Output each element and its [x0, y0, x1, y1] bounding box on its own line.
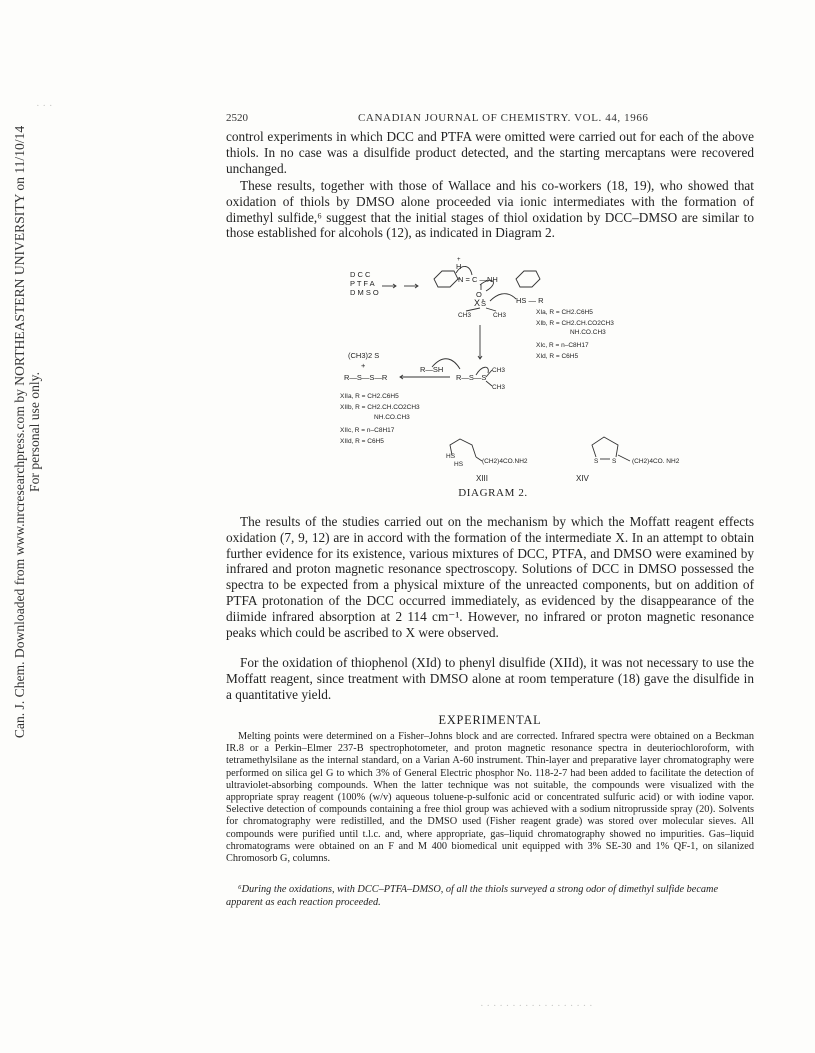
section-heading-experimental: EXPERIMENTAL	[438, 713, 542, 727]
plus-sign: +	[361, 361, 366, 370]
xiv-s1: S	[594, 458, 599, 465]
ch3-c: CH3	[492, 367, 506, 374]
dimethyl-sulfide: (CH3)2 S	[348, 351, 380, 360]
xiii-side-chain: (CH2)4CO.NH2	[482, 458, 528, 465]
download-note-line1: Can. J. Chem. Downloaded from www.nrcresearchpress.com by NORTHEASTERN UNIVERSITY on 11/10/14	[12, 125, 27, 739]
bleed-through-mark: · · · · · · · · · · · · · · · · · ·	[480, 1000, 593, 1012]
xiv-s2: S	[612, 458, 617, 465]
r-s-s-intermediate: R—S—S	[456, 373, 487, 382]
diagram-caption: DIAGRAM 2.	[458, 487, 528, 499]
reagent-dmso: D M S O	[350, 288, 379, 297]
curved-arrow-thiol	[490, 294, 516, 301]
xi-c: XIc, R = n–C8H17	[536, 342, 589, 349]
xi-a: XIa, R = CH2.C6H5	[536, 309, 593, 316]
thiol-rsh: R—SH	[420, 365, 444, 374]
xi-d: XId, R = C6H5	[536, 353, 579, 360]
s-plus: S	[481, 299, 487, 308]
paragraph-3: The results of the studies carried out on the mechanism by which the Moffatt reagent effects oxidation (7, 9, 12) are in accord with the formation of the intermediate X. In an attempt to obtain further evidence for its existence, various mixtures of DCC, PTFA, and DMSO were examined by infrared and proton magnetic resonance spectroscopy. Solutions of DCC in DMSO possessed the spectra to be expected from a physical mixture of the unreacted components, but on addition of PTFA protonation of the DCC occurred immediately, as evidenced by the disappearance of the diimide infrared absorption at 2 114 cm⁻¹. However, no infrared or proton magnetic resonance peaks which could be ascribed to X were observed.	[226, 514, 754, 640]
xii-a: XIIa, R = CH2.C6H5	[340, 393, 399, 400]
bond-s-ch3a	[466, 308, 480, 311]
ch3-a: CH3	[458, 312, 472, 319]
xiii-hs1: HS	[446, 453, 456, 460]
plus-charge: +	[457, 257, 461, 263]
footnote-6: ⁶During the oxidations, with DCC–PTFA–DMSO, of all the thiols surveyed a strong odor of dimethyl sulfide became apparent as each reaction proceeded.	[226, 884, 719, 908]
label-xiv: XIV	[576, 474, 589, 483]
xi-b: XIb, R = CH2.CH.CO2CH3	[536, 320, 614, 327]
hs-r: HS — R	[516, 296, 544, 305]
download-side-note	[12, 22, 42, 842]
ch3-b: CH3	[493, 312, 507, 319]
diagram-2-scheme	[330, 255, 690, 487]
paragraph-1: control experiments in which DCC and PTFA were omitted were carried out for each of the above thiols. In no case was a disulfide product detected, and the starting mercaptans were recovered unchanged.	[226, 129, 754, 176]
xi-b-sub: NH.CO.CH3	[570, 329, 606, 336]
xiv-ring	[592, 437, 618, 457]
label-x: X	[474, 298, 481, 308]
xii-b: XIIb, R = CH2.CH.CO2CH3	[340, 404, 420, 411]
cyclohexyl-ring-right	[516, 271, 540, 287]
xii-d: XIId, R = C6H5	[340, 438, 384, 445]
reagent-ptfa: P T F A	[350, 279, 375, 288]
bleed-through-mark: · · ·	[36, 100, 53, 112]
label-xiii: XIII	[476, 474, 489, 483]
xiv-side-bond	[618, 455, 630, 461]
paragraph-2: These results, together with those of Wallace and his co-workers (18, 19), who showed that oxidation of thiols by DMSO alone proceeded via ionic intermediates with the formation of dimethyl sulfide,⁶ suggest that the initial stages of thiol oxidation by DCC–DMSO are similar to those established for alcohols (12), as indicated in Diagram 2.	[226, 178, 754, 241]
xii-b-sub: NH.CO.CH3	[374, 414, 410, 421]
cyclohexyl-ring-left	[434, 271, 458, 287]
o-atom: O	[476, 290, 482, 299]
n-eq-c-nh: N = C —NH	[458, 275, 498, 284]
paragraph-4: For the oxidation of thiophenol (XId) to phenyl disulfide (XIId), it was not necessary to use the Moffatt reagent, since treatment with DMSO alone at room temperature (18) gave the disulfide in a quantitative yield.	[226, 655, 754, 702]
reagent-dcc: D C C	[350, 270, 371, 279]
ch3-d: CH3	[492, 384, 506, 391]
bond-s-ch3b	[486, 308, 496, 311]
h-plus: H	[456, 262, 462, 271]
journal-title: CANADIAN JOURNAL OF CHEMISTRY. VOL. 44, 1966	[358, 112, 649, 124]
disulfide-rssr: R—S—S—R	[344, 373, 388, 382]
xii-c: XIIc, R = n–C8H17	[340, 427, 395, 434]
download-note-line2: For personal use only.	[27, 372, 42, 492]
page-number: 2520	[226, 112, 248, 124]
xiii-hs2: HS	[454, 461, 464, 468]
experimental-paragraph: Melting points were determined on a Fisher–Johns block and are corrected. Infrared spectra were obtained on a Beckman IR.8 or a Perkin–Elmer 237-B spectrophotometer, and proton magnetic resonance spectra in deuteriochloroform, with tetramethylsilane as the internal standard, on a Varian A-60 instrument. Thin-layer and preparative layer chromatography were performed on silica gel G to which 3% of General Electric phosphor No. 118-2-7 had been added to facilitate the detection of ultraviolet-absorbing compounds. When the latter technique was not suitable, the compounds were visualized with the appropriate spray reagent (100% (w/v) aqueous toluene-p-sulfonic acid or concentrated sulfuric acid) or with iodine vapor. Selective detection of compounds containing a free thiol group was achieved with a sodium nitroprusside spray (20). Solvents for chromatography were redistilled, and the DMSO used (Fisher reagent grade) was stored over molecular sieves. All compounds were purified until t.l.c. and, where appropriate, gas–liquid chromatography showed no impurities. Gas–liquid chromatograms were obtained on an F and M 400 biomedical unit equipped with 3% SE-30 and 1% QF-1, on silanized Chromosorb G, columns.	[226, 731, 754, 865]
xiv-side-chain: (CH2)4CO. NH2	[632, 458, 680, 465]
